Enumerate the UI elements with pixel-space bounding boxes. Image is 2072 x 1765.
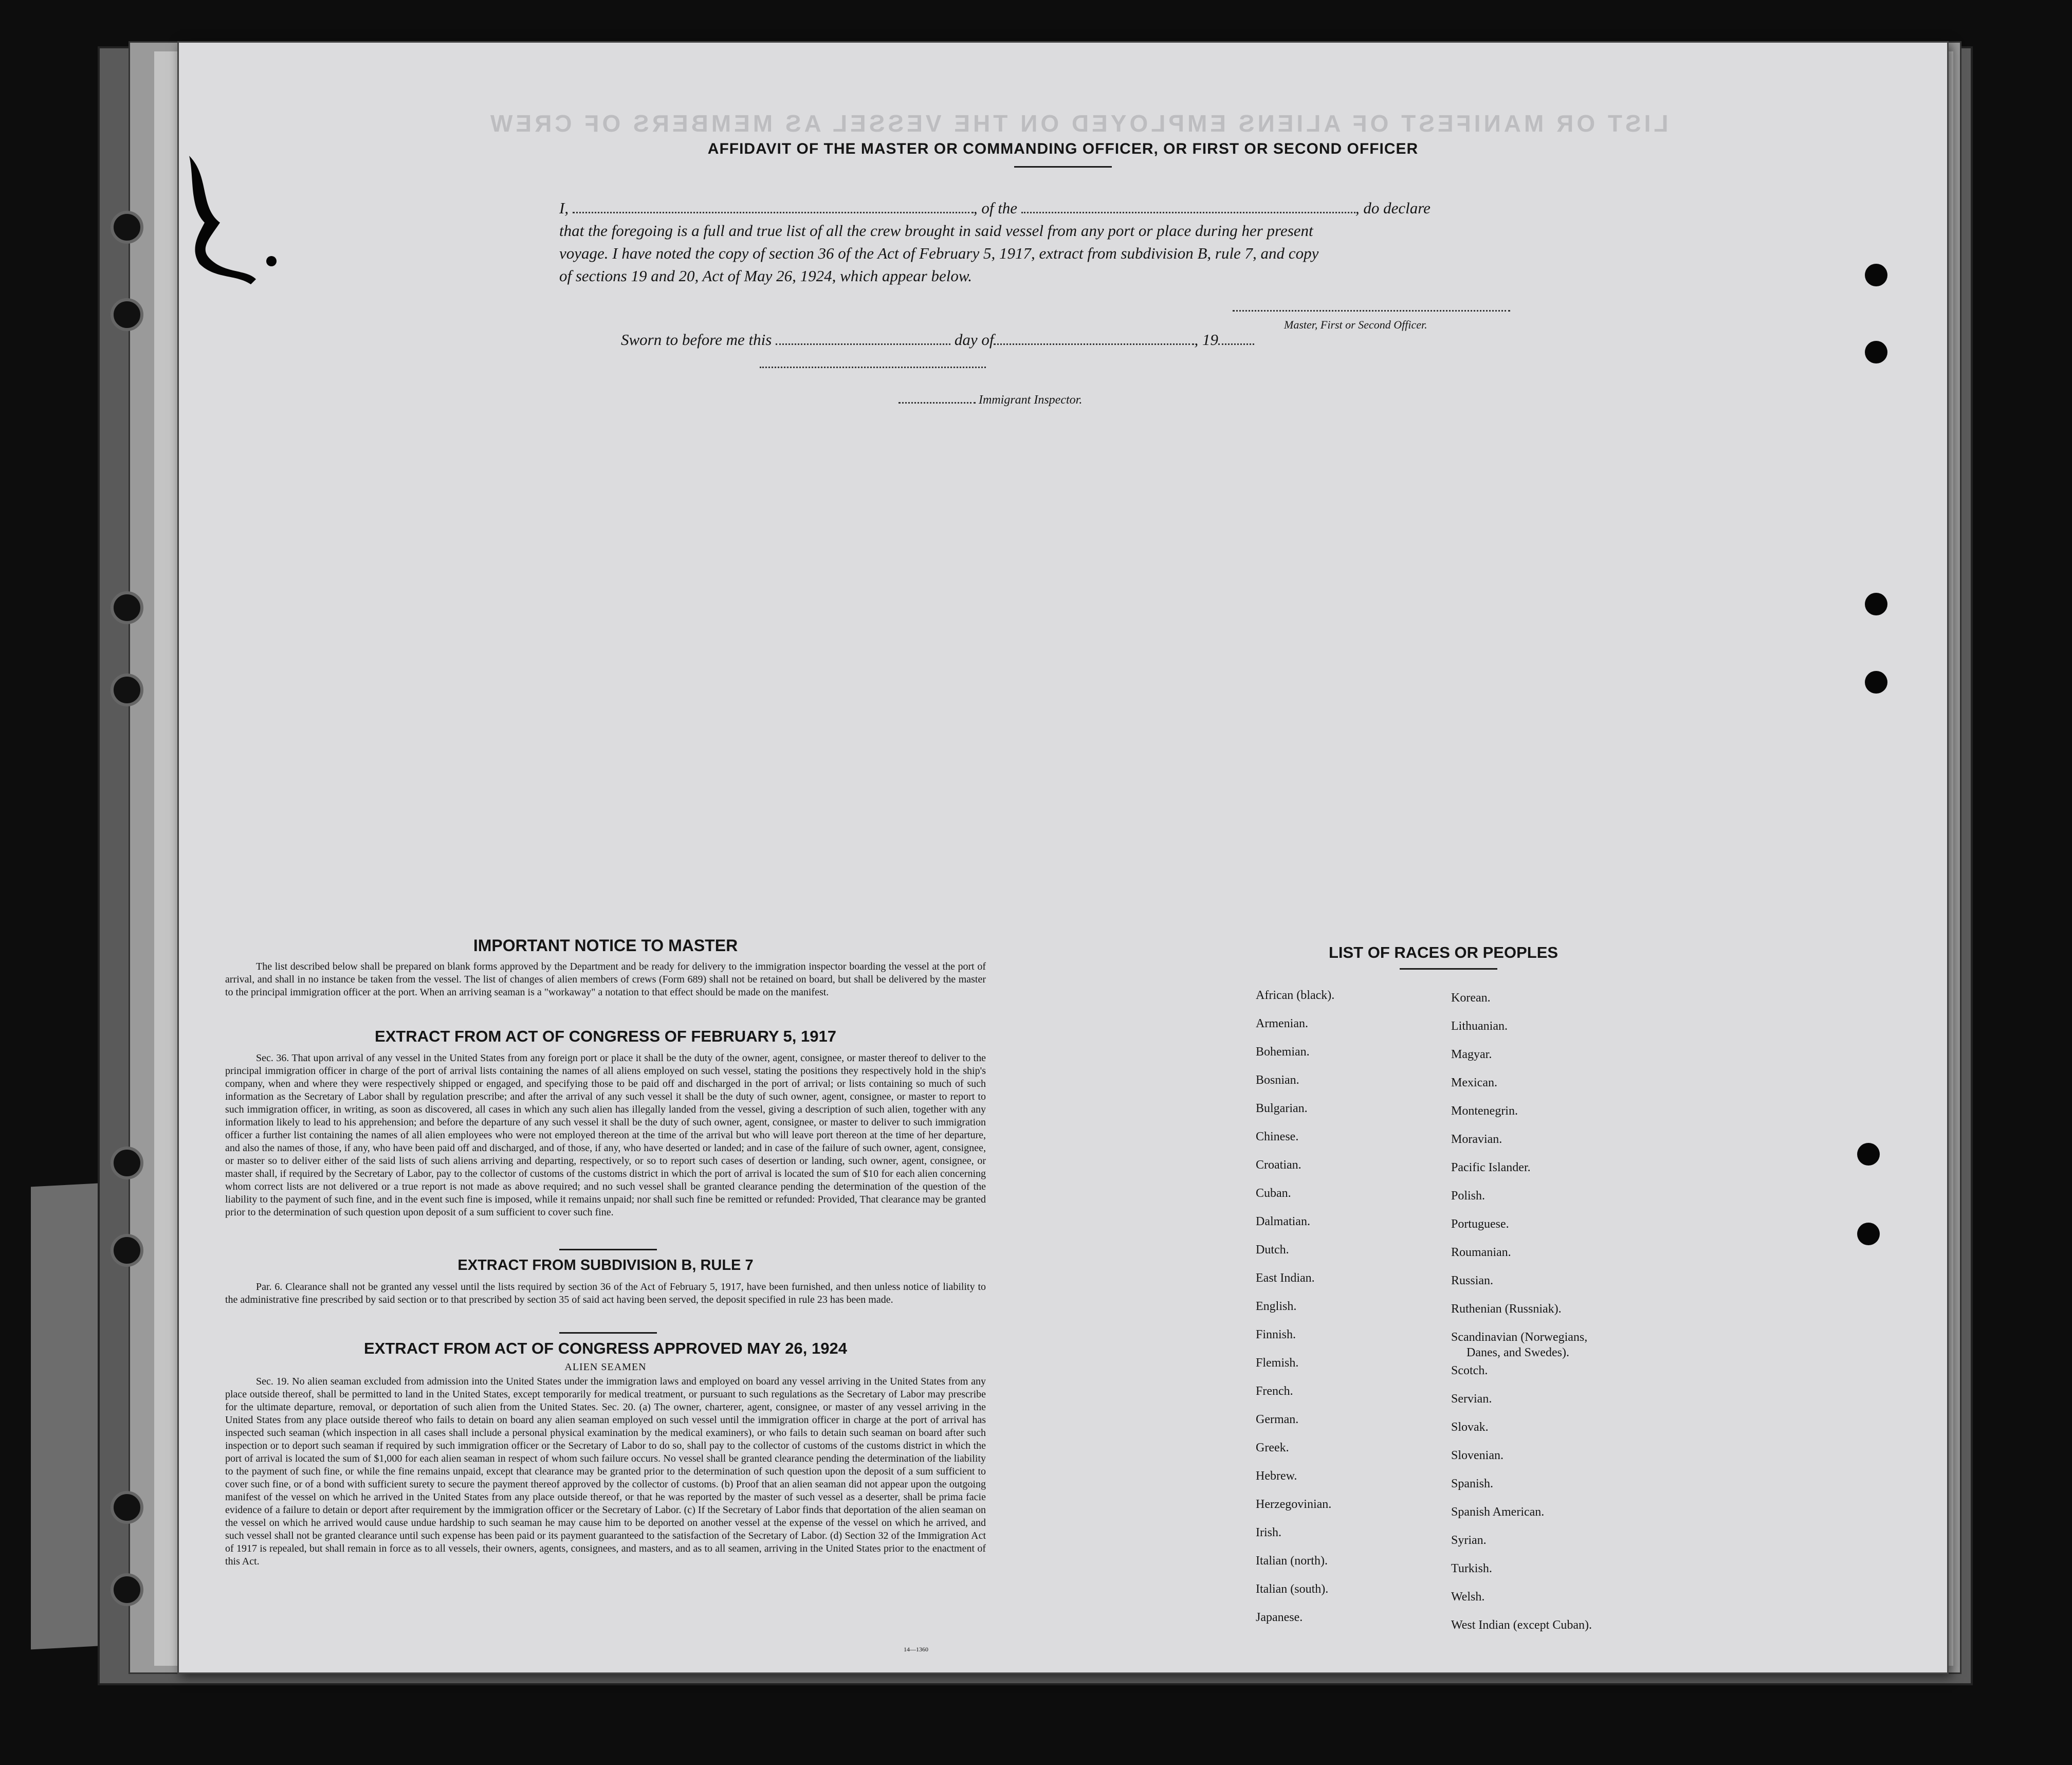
inspector-label [899,393,1082,407]
race-item: Ruthenian (Russniak). [1451,1302,1562,1316]
binder-hole [111,1147,143,1179]
race-item: Dalmatian. [1256,1215,1310,1228]
race-item: Slovak. [1451,1421,1489,1434]
race-item: Croatian. [1256,1158,1301,1172]
declaration-declare: , do declare [1355,199,1431,217]
name-blank[interactable] [573,212,974,213]
punch-hole [1865,264,1887,286]
race-item: Syrian. [1451,1534,1487,1547]
punch-hole [1865,671,1887,694]
punch-hole [1857,1223,1880,1245]
extract-1917-title: EXTRACT FROM ACT OF CONGRESS OF FEBRUARY 5, 1917 [375,1027,836,1045]
race-item: Dutch. [1256,1243,1289,1257]
race-item: Japanese. [1256,1611,1303,1624]
race-item: Magyar. [1451,1048,1492,1061]
alien-seamen-subtitle: ALIEN SEAMEN [564,1361,647,1373]
race-item: Cuban. [1256,1187,1291,1200]
race-item: Servian. [1451,1392,1492,1406]
race-item: Bohemian. [1256,1045,1310,1059]
race-item: Spanish. [1451,1477,1494,1490]
binder-hole [111,674,143,706]
race-item: Spanish American. [1451,1505,1545,1519]
race-item: Moravian. [1451,1133,1502,1146]
sworn-line [621,331,1254,349]
race-item: Slovenian. [1451,1449,1503,1462]
race-item: Russian. [1451,1274,1494,1287]
declaration-line-2: that the foregoing is a full and true list of all the crew brought in said vessel from any port or place during her present [559,222,1313,240]
binder-hole [111,298,143,331]
punch-hole [1865,593,1887,615]
race-item: Pacific Islander. [1451,1161,1531,1174]
binder-hole [111,591,143,624]
race-item: Danes, and Swedes). [1466,1346,1569,1359]
day-of-text: day of [954,331,994,349]
race-item: Turkish. [1451,1562,1492,1575]
race-item: Flemish. [1256,1356,1299,1370]
declaration-i: I, [559,199,569,217]
extract-rule7-text: Par. 6. Clearance shall not be granted any vessel until the lists required by section 36 of the Act of February 5, 1917, have been furnished, and then unless notice of liability to the administrative fine prescribed by said section or to that prescribed by section 35 of said act having been served, the deposit specified in rule 23 has been made. [225,1281,986,1305]
declaration-line-1 [559,197,1613,220]
race-item: Greek. [1256,1441,1289,1454]
race-item: East Indian. [1256,1271,1315,1285]
declaration-of: , of the [973,199,1018,217]
race-item: Chinese. [1256,1130,1299,1143]
race-item: Korean. [1451,991,1491,1005]
punch-hole [1857,1143,1880,1166]
race-item: Italian (south). [1256,1582,1329,1596]
race-item: Polish. [1451,1189,1486,1203]
declaration-line-4: of sections 19 and 20, Act of May 26, 1924, which appear below. [559,267,973,285]
race-item: Herzegovinian. [1256,1498,1332,1511]
vessel-blank[interactable] [1021,212,1355,213]
races-column-2 [1451,991,1759,1701]
race-item: Montenegrin. [1451,1104,1518,1118]
affidavit-title: AFFIDAVIT OF THE MASTER OR COMMANDING OFFICER, OR FIRST OR SECOND OFFICER [707,140,1419,157]
year-text: , 19 [1194,331,1218,349]
race-item: Bulgarian. [1256,1102,1308,1115]
form-page [177,41,1949,1674]
inspector-text: Immigrant Inspector. [979,393,1083,407]
sworn-day-blank[interactable] [776,343,950,345]
binder-hole [111,1573,143,1606]
sworn-month-blank[interactable] [994,343,1194,345]
declaration-line-3: voyage. I have noted the copy of section 36 of the Act of February 5, 1917, extract from subdivision B, rule 7, and copy [559,244,1319,262]
binder-hole [111,1234,143,1267]
races-column-1 [1256,989,1431,1698]
race-item: Bosnian. [1256,1073,1299,1087]
notice-text: The list described below shall be prepared on blank forms approved by the Department and be ready for delivery to the immigration inspector boarding the vessel at the port of arrival, and shall in no instance be taken from the vessel. The list of changes of alien members of crews (Form 689) shall not be retained on board, but shall be delivered by the master to the principal immigration officer at the port. When an arriving seaman is a "workaway" a notation to that effect should be made on the manifest. [225,961,986,998]
inspector-dots [899,402,976,404]
race-item: Welsh. [1451,1590,1485,1604]
extract-rule7-title: EXTRACT FROM SUBDIVISION B, RULE 7 [457,1257,754,1273]
binder-hole [111,211,143,244]
master-signature-line[interactable] [1233,310,1510,312]
extract-1924-title: EXTRACT FROM ACT OF CONGRESS APPROVED MAY 26, 1924 [364,1339,847,1357]
master-signature-label: Master, First or Second Officer. [1284,318,1427,331]
bleed-through-text: LIST OR MANIFEST OF ALIENS EMPLOYED ON THE VESSEL AS MEMBERS OF CREW [487,110,1668,137]
sworn-year-blank[interactable] [1218,343,1254,345]
race-item: Hebrew. [1256,1469,1297,1483]
sworn-text: Sworn to before me this [621,331,772,349]
race-item: Finnish. [1256,1328,1296,1341]
race-item: Armenian. [1256,1017,1308,1030]
race-item: Portuguese. [1451,1217,1509,1231]
form-code: 14—1360 [904,1646,928,1653]
section-divider [559,1332,657,1334]
ink-mark [179,145,292,289]
races-divider [1400,968,1497,970]
race-item: German. [1256,1413,1299,1426]
race-item: English. [1256,1300,1297,1313]
title-divider [1014,166,1112,168]
extract-1924-text: Sec. 19. No alien seaman excluded from admission into the United States under the immigration laws and employed on board any vessel arriving in the United States from any place outside thereof, shall be permitted to land in the United States, except temporarily for medical treatment, or pursuant to such regulations as the Secretary of Labor may prescribe for the ultimate departure, removal, or deportation of such alien from the United States. Sec. 20. (a) The owner, charterer, agent, consignee, or master of any vessel arriving in the United States from any place outside thereof who fails to detain on board any alien seaman employed on such vessel until the immigration officer in charge at the port of arrival has inspected such seaman (which inspection in all cases shall include a personal physical examination by the medical examiners), or who fails to detain such seaman on board after such inspection or to deport such seaman if required by such immigration officer or the Secretary of Labor to do so, shall pay to the collector of customs of the customs district in which the port of arrival is located the sum of $1,000 for each alien seaman in respect of whom such failure occurs. No vessel shall be granted clearance pending the determination of the liability to the payment of such fine, or while the fine remains unpaid, except that clearance may be granted prior to the determination of such question upon the deposit of a sum sufficient to cover such fine, or of a bond with sufficient surety to secure the payment thereof approved by the collector of customs. (b) Proof that an alien seaman did not appear upon the outgoing manifest of the vessel on which he arrived in the United States from any place outside thereof, or that he was reported by the master of such vessel as a deserter, shall be prima facie evidence of a failure to detain or deport after requirement by the immigration officer or the Secretary of Labor. (c) If the Secretary of Labor finds that deportation of the alien seaman on the vessel on which he arrived would cause undue hardship to such seaman he may cause him to be deported on another vessel at the expense of the vessel on which he arrived, and such vessel shall not be granted clearance until such expense has been paid or its payment guaranteed to the satisfaction of the Secretary of Labor. (d) Section 32 of the Immigration Act of 1917 is repealed, but shall remain in force as to all vessels, their owners, agents, consignees, and masters, and as to all seamen, arriving in the United States prior to the enactment of this Act. [225,1376,986,1567]
race-item: Scandinavian (Norwegians, [1451,1331,1588,1344]
races-title: LIST OF RACES OR PEOPLES [1328,943,1558,961]
binder-hole [111,1491,143,1524]
race-item: Italian (north). [1256,1554,1328,1568]
punch-hole [1865,341,1887,363]
race-item: Irish. [1256,1526,1281,1539]
race-item: Scotch. [1451,1364,1488,1377]
notice-title: IMPORTANT NOTICE TO MASTER [473,936,738,955]
section-divider [559,1249,657,1250]
race-item: Roumanian. [1451,1246,1511,1259]
affidavit-declaration [559,197,1613,287]
race-item: West Indian (except Cuban). [1451,1618,1592,1632]
race-item: Mexican. [1451,1076,1497,1089]
race-item: African (black). [1256,989,1335,1002]
extract-1917-text: Sec. 36. That upon arrival of any vessel in the United States from any foreign port or place it shall be the duty of the owner, agent, consignee, or master thereof to deliver to the principal immigration officer in charge of the port of arrival lists containing the names of all aliens employed on such vessel, stating the positions they respectively hold in the ship's company, when and where they were respectively shipped or engaged, and specifying those to be paid off and discharged in the port of arrival; or lists containing so much of such information as the Secretary of Labor shall by regulation prescribe; and after the arrival of any such vessel it shall be the duty of such owner, agent, consignee, or master to report to such immigration officer, in writing, as soon as discovered, all cases in which any such alien has illegally landed from the vessel, giving a description of such alien, together with any information likely to lead to his apprehension; and before the departure of any such vessel it shall be the duty of such owner, agent, consignee, or master to deliver to such immigration officer a further list containing the names of all alien employees who were not employed thereon at the time of the arrival but who will leave port thereon at the time of her departure, and also the names of those, if any, who have been paid off and discharged, and of those, if any, who have deserted or landed; and in case of the failure of such owner, agent, consignee, or master so to deliver either of the said lists of such aliens arriving and departing, respectively, or so to report such cases of desertion or landing, such owner, agent, consignee, or master shall, if required by the Secretary of Labor, pay to the collector of customs of the customs district in which the port of arrival is located the sum of $10 for each alien concerning whom correct lists are not delivered or a true report is not made as above required; and no such vessel shall be granted clearance pending the determination of the question of the liability to the payment of such fine, and in the event such fine is imposed, while it remains unpaid; nor shall such fine be remitted or refunded: Provided, That clearance may be granted prior to the determination of such question upon deposit of a sum sufficient to cover such fine. [225,1052,986,1218]
race-item: Lithuanian. [1451,1020,1508,1033]
inspector-signature-line[interactable] [760,367,986,368]
race-item: French. [1256,1385,1293,1398]
